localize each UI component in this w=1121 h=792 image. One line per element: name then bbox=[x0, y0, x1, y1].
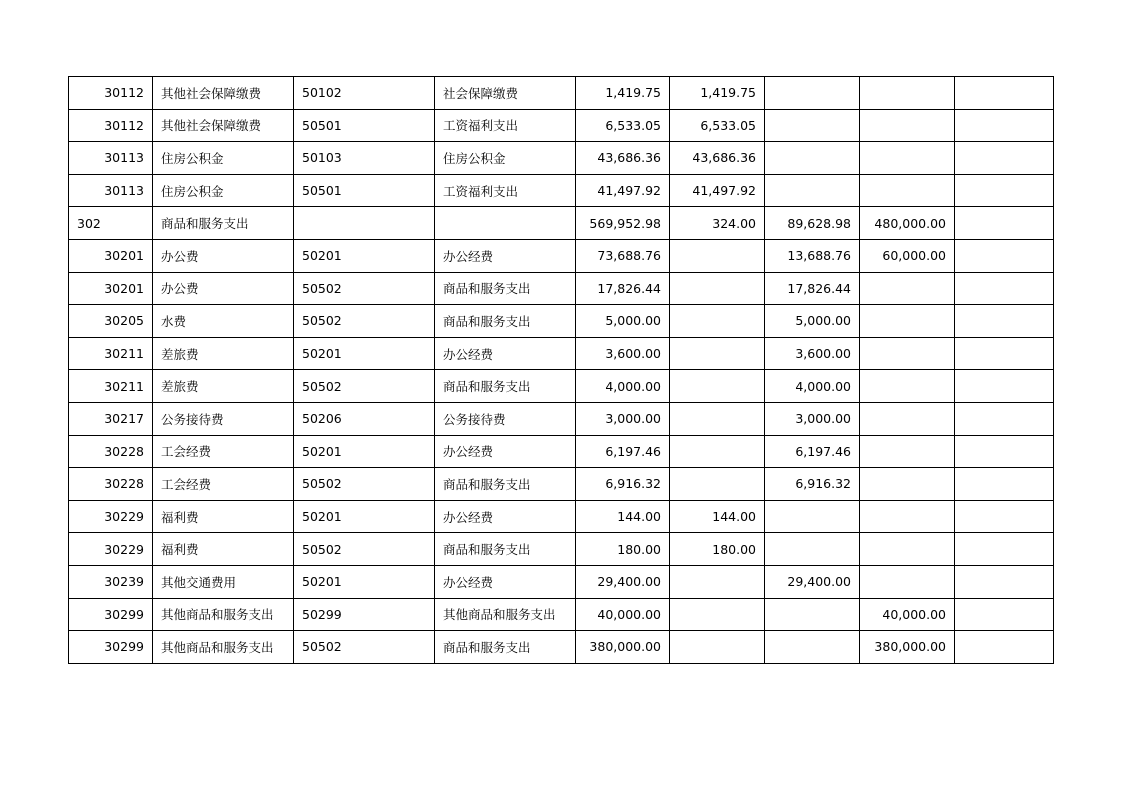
econ-name-cell: 办公经费 bbox=[435, 337, 576, 370]
econ-name-cell: 公务接待费 bbox=[435, 402, 576, 435]
total-amount-cell: 180.00 bbox=[576, 533, 670, 566]
econ-code-cell: 50102 bbox=[294, 77, 435, 110]
public-amount-cell: 29,400.00 bbox=[765, 565, 860, 598]
table-row bbox=[69, 77, 1054, 110]
econ-code-cell: 50299 bbox=[294, 598, 435, 631]
econ-name-cell: 商品和服务支出 bbox=[435, 272, 576, 305]
total-amount-cell: 1,419.75 bbox=[576, 77, 670, 110]
project-amount-cell bbox=[860, 565, 955, 598]
func-name-cell: 住房公积金 bbox=[153, 174, 294, 207]
econ-name-cell: 办公经费 bbox=[435, 239, 576, 272]
personnel-amount-cell bbox=[670, 305, 765, 338]
personnel-amount-cell: 1,419.75 bbox=[670, 77, 765, 110]
extra-cell bbox=[955, 337, 1054, 370]
project-amount-cell: 40,000.00 bbox=[860, 598, 955, 631]
econ-name-cell: 办公经费 bbox=[435, 500, 576, 533]
func-name-cell: 其他商品和服务支出 bbox=[153, 631, 294, 664]
table-row bbox=[69, 142, 1054, 175]
table-row bbox=[69, 533, 1054, 566]
func-code-cell: 30239 bbox=[69, 565, 153, 598]
project-amount-cell bbox=[860, 142, 955, 175]
extra-cell bbox=[955, 565, 1054, 598]
public-amount-cell: 6,916.32 bbox=[765, 468, 860, 501]
project-amount-cell: 480,000.00 bbox=[860, 207, 955, 240]
personnel-amount-cell: 324.00 bbox=[670, 207, 765, 240]
total-amount-cell: 5,000.00 bbox=[576, 305, 670, 338]
econ-name-cell: 其他商品和服务支出 bbox=[435, 598, 576, 631]
public-amount-cell: 17,826.44 bbox=[765, 272, 860, 305]
econ-name-cell: 商品和服务支出 bbox=[435, 533, 576, 566]
project-amount-cell bbox=[860, 500, 955, 533]
table-row bbox=[69, 402, 1054, 435]
public-amount-cell bbox=[765, 598, 860, 631]
func-name-cell: 福利费 bbox=[153, 533, 294, 566]
extra-cell bbox=[955, 435, 1054, 468]
project-amount-cell: 380,000.00 bbox=[860, 631, 955, 664]
econ-name-cell: 社会保障缴费 bbox=[435, 77, 576, 110]
func-code-cell: 30217 bbox=[69, 402, 153, 435]
total-amount-cell: 6,533.05 bbox=[576, 109, 670, 142]
personnel-amount-cell bbox=[670, 402, 765, 435]
total-amount-cell: 73,688.76 bbox=[576, 239, 670, 272]
project-amount-cell bbox=[860, 370, 955, 403]
table-body bbox=[69, 77, 1054, 664]
total-amount-cell: 43,686.36 bbox=[576, 142, 670, 175]
econ-code-cell: 50502 bbox=[294, 468, 435, 501]
project-amount-cell bbox=[860, 468, 955, 501]
table-row bbox=[69, 207, 1054, 240]
personnel-amount-cell: 144.00 bbox=[670, 500, 765, 533]
extra-cell bbox=[955, 305, 1054, 338]
public-amount-cell bbox=[765, 500, 860, 533]
table-row bbox=[69, 631, 1054, 664]
extra-cell bbox=[955, 370, 1054, 403]
econ-name-cell: 办公经费 bbox=[435, 435, 576, 468]
total-amount-cell: 4,000.00 bbox=[576, 370, 670, 403]
extra-cell bbox=[955, 631, 1054, 664]
extra-cell bbox=[955, 239, 1054, 272]
extra-cell bbox=[955, 402, 1054, 435]
func-name-cell: 工会经费 bbox=[153, 468, 294, 501]
func-code-cell: 30229 bbox=[69, 533, 153, 566]
total-amount-cell: 6,197.46 bbox=[576, 435, 670, 468]
total-amount-cell: 40,000.00 bbox=[576, 598, 670, 631]
public-amount-cell bbox=[765, 631, 860, 664]
table-row bbox=[69, 305, 1054, 338]
personnel-amount-cell: 6,533.05 bbox=[670, 109, 765, 142]
personnel-amount-cell: 43,686.36 bbox=[670, 142, 765, 175]
econ-code-cell: 50502 bbox=[294, 305, 435, 338]
public-amount-cell: 3,000.00 bbox=[765, 402, 860, 435]
econ-name-cell: 商品和服务支出 bbox=[435, 370, 576, 403]
table-row bbox=[69, 272, 1054, 305]
econ-name-cell: 工资福利支出 bbox=[435, 109, 576, 142]
econ-code-cell: 50201 bbox=[294, 435, 435, 468]
public-amount-cell: 3,600.00 bbox=[765, 337, 860, 370]
personnel-amount-cell bbox=[670, 239, 765, 272]
econ-code-cell: 50502 bbox=[294, 370, 435, 403]
total-amount-cell: 3,600.00 bbox=[576, 337, 670, 370]
project-amount-cell bbox=[860, 272, 955, 305]
table-row bbox=[69, 468, 1054, 501]
table-row bbox=[69, 565, 1054, 598]
table-row bbox=[69, 109, 1054, 142]
personnel-amount-cell: 41,497.92 bbox=[670, 174, 765, 207]
func-name-cell: 其他社会保障缴费 bbox=[153, 109, 294, 142]
econ-code-cell: 50201 bbox=[294, 337, 435, 370]
public-amount-cell: 89,628.98 bbox=[765, 207, 860, 240]
total-amount-cell: 3,000.00 bbox=[576, 402, 670, 435]
project-amount-cell bbox=[860, 533, 955, 566]
extra-cell bbox=[955, 207, 1054, 240]
func-code-cell: 30113 bbox=[69, 174, 153, 207]
func-code-cell: 30299 bbox=[69, 598, 153, 631]
project-amount-cell bbox=[860, 77, 955, 110]
func-code-cell: 30211 bbox=[69, 337, 153, 370]
project-amount-cell bbox=[860, 174, 955, 207]
table-row bbox=[69, 370, 1054, 403]
func-name-cell: 福利费 bbox=[153, 500, 294, 533]
project-amount-cell: 60,000.00 bbox=[860, 239, 955, 272]
econ-name-cell: 商品和服务支出 bbox=[435, 305, 576, 338]
total-amount-cell: 17,826.44 bbox=[576, 272, 670, 305]
func-code-cell: 30299 bbox=[69, 631, 153, 664]
econ-code-cell: 50201 bbox=[294, 239, 435, 272]
personnel-amount-cell bbox=[670, 565, 765, 598]
econ-code-cell: 50103 bbox=[294, 142, 435, 175]
table-row bbox=[69, 435, 1054, 468]
econ-name-cell: 商品和服务支出 bbox=[435, 468, 576, 501]
func-name-cell: 公务接待费 bbox=[153, 402, 294, 435]
public-amount-cell: 5,000.00 bbox=[765, 305, 860, 338]
func-name-cell: 差旅费 bbox=[153, 337, 294, 370]
table-row bbox=[69, 500, 1054, 533]
func-name-cell: 商品和服务支出 bbox=[153, 207, 294, 240]
func-name-cell: 工会经费 bbox=[153, 435, 294, 468]
total-amount-cell: 41,497.92 bbox=[576, 174, 670, 207]
econ-name-cell: 商品和服务支出 bbox=[435, 631, 576, 664]
public-amount-cell bbox=[765, 533, 860, 566]
econ-code-cell bbox=[294, 207, 435, 240]
func-name-cell: 其他社会保障缴费 bbox=[153, 77, 294, 110]
extra-cell bbox=[955, 272, 1054, 305]
total-amount-cell: 569,952.98 bbox=[576, 207, 670, 240]
func-name-cell: 差旅费 bbox=[153, 370, 294, 403]
econ-name-cell bbox=[435, 207, 576, 240]
func-code-cell: 30201 bbox=[69, 272, 153, 305]
personnel-amount-cell bbox=[670, 468, 765, 501]
econ-code-cell: 50501 bbox=[294, 174, 435, 207]
personnel-amount-cell bbox=[670, 370, 765, 403]
table-row bbox=[69, 337, 1054, 370]
econ-code-cell: 50501 bbox=[294, 109, 435, 142]
public-amount-cell bbox=[765, 142, 860, 175]
extra-cell bbox=[955, 468, 1054, 501]
econ-code-cell: 50201 bbox=[294, 565, 435, 598]
econ-name-cell: 工资福利支出 bbox=[435, 174, 576, 207]
econ-code-cell: 50201 bbox=[294, 500, 435, 533]
public-amount-cell bbox=[765, 109, 860, 142]
econ-code-cell: 50502 bbox=[294, 631, 435, 664]
extra-cell bbox=[955, 500, 1054, 533]
public-amount-cell: 4,000.00 bbox=[765, 370, 860, 403]
table-row bbox=[69, 239, 1054, 272]
project-amount-cell bbox=[860, 337, 955, 370]
public-amount-cell bbox=[765, 77, 860, 110]
econ-code-cell: 50206 bbox=[294, 402, 435, 435]
econ-name-cell: 办公经费 bbox=[435, 565, 576, 598]
public-amount-cell bbox=[765, 174, 860, 207]
func-code-cell: 302 bbox=[69, 207, 153, 240]
func-name-cell: 水费 bbox=[153, 305, 294, 338]
extra-cell bbox=[955, 142, 1054, 175]
func-code-cell: 30112 bbox=[69, 77, 153, 110]
expenditure-table bbox=[68, 76, 1054, 664]
total-amount-cell: 144.00 bbox=[576, 500, 670, 533]
func-name-cell: 其他商品和服务支出 bbox=[153, 598, 294, 631]
func-name-cell: 办公费 bbox=[153, 239, 294, 272]
project-amount-cell bbox=[860, 109, 955, 142]
func-code-cell: 30201 bbox=[69, 239, 153, 272]
func-name-cell: 其他交通费用 bbox=[153, 565, 294, 598]
personnel-amount-cell bbox=[670, 631, 765, 664]
table-row bbox=[69, 174, 1054, 207]
func-code-cell: 30211 bbox=[69, 370, 153, 403]
func-name-cell: 办公费 bbox=[153, 272, 294, 305]
personnel-amount-cell bbox=[670, 435, 765, 468]
econ-code-cell: 50502 bbox=[294, 272, 435, 305]
project-amount-cell bbox=[860, 402, 955, 435]
func-code-cell: 30113 bbox=[69, 142, 153, 175]
public-amount-cell: 6,197.46 bbox=[765, 435, 860, 468]
func-code-cell: 30112 bbox=[69, 109, 153, 142]
personnel-amount-cell: 180.00 bbox=[670, 533, 765, 566]
extra-cell bbox=[955, 77, 1054, 110]
econ-code-cell: 50502 bbox=[294, 533, 435, 566]
public-amount-cell: 13,688.76 bbox=[765, 239, 860, 272]
total-amount-cell: 6,916.32 bbox=[576, 468, 670, 501]
extra-cell bbox=[955, 109, 1054, 142]
func-code-cell: 30229 bbox=[69, 500, 153, 533]
project-amount-cell bbox=[860, 435, 955, 468]
table-row bbox=[69, 598, 1054, 631]
func-code-cell: 30228 bbox=[69, 435, 153, 468]
econ-name-cell: 住房公积金 bbox=[435, 142, 576, 175]
func-name-cell: 住房公积金 bbox=[153, 142, 294, 175]
total-amount-cell: 29,400.00 bbox=[576, 565, 670, 598]
personnel-amount-cell bbox=[670, 272, 765, 305]
func-code-cell: 30205 bbox=[69, 305, 153, 338]
extra-cell bbox=[955, 533, 1054, 566]
personnel-amount-cell bbox=[670, 337, 765, 370]
personnel-amount-cell bbox=[670, 598, 765, 631]
project-amount-cell bbox=[860, 305, 955, 338]
total-amount-cell: 380,000.00 bbox=[576, 631, 670, 664]
extra-cell bbox=[955, 174, 1054, 207]
func-code-cell: 30228 bbox=[69, 468, 153, 501]
extra-cell bbox=[955, 598, 1054, 631]
